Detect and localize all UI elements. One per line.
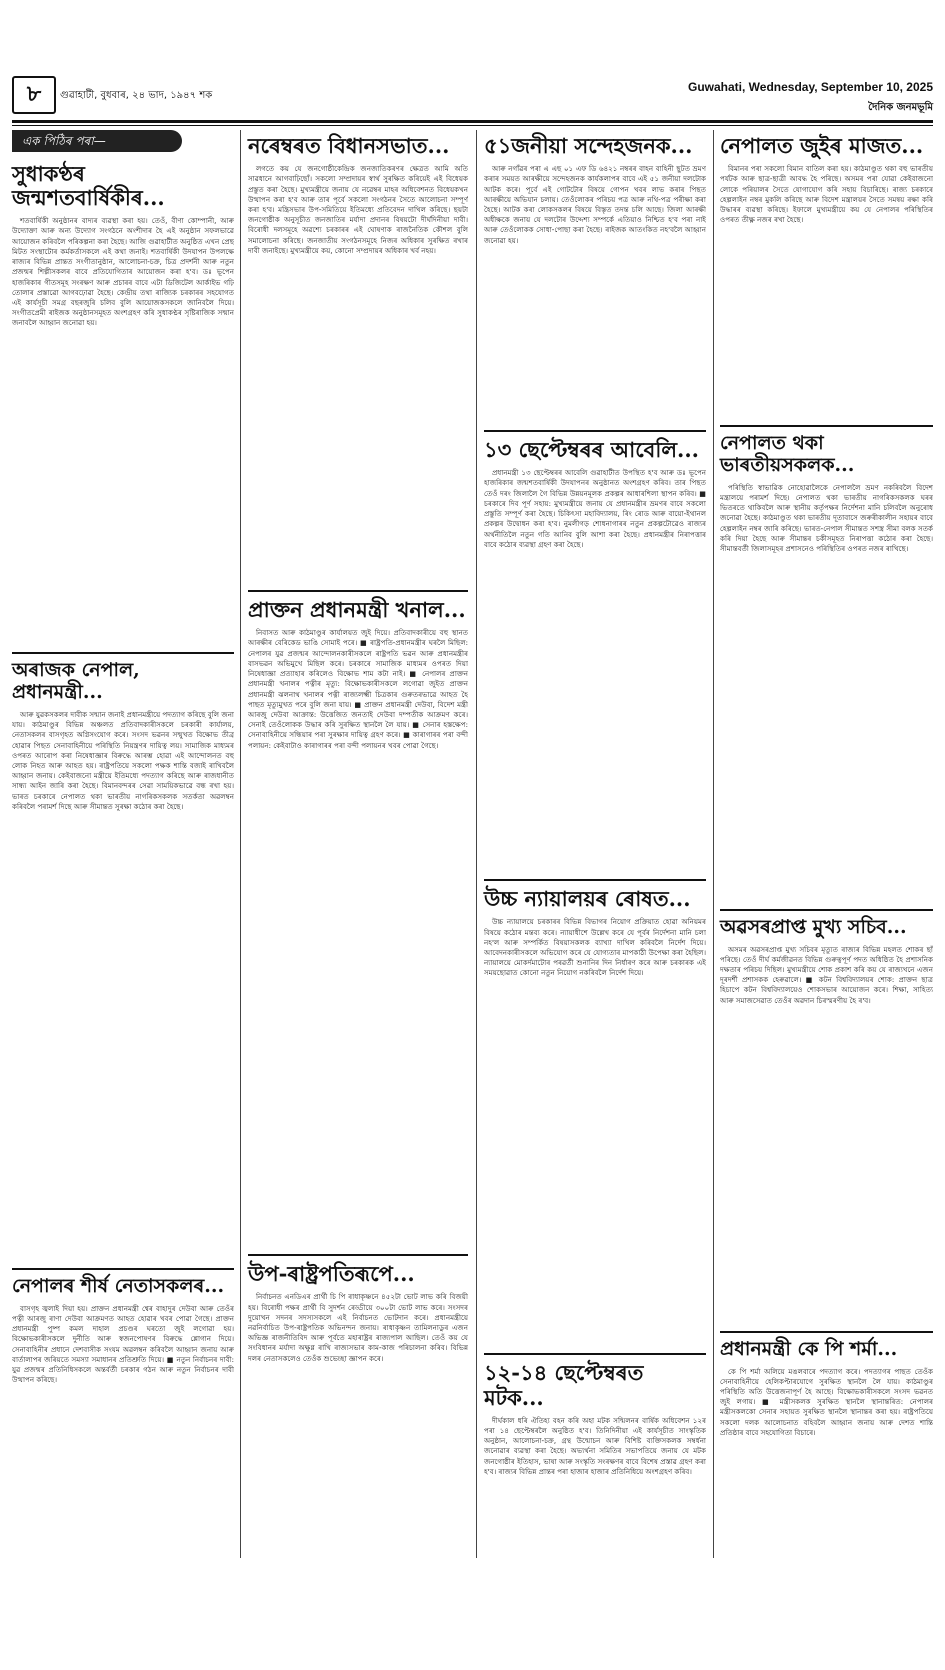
article-body: দীৰ্ঘকাল ধৰি ঐতিহ্য বহন কৰি অহা মটক সন্মিলনৰ বাৰ্ষিক অধিবেশন ১২ৰ পৰা ১৪ ছেপ্টেম্বৰলৈ অনুষ্ঠিত হ'ব। তিনিদিনীয়া এই কাৰ্যসূচীত সাংস্কৃতিক অনুষ্ঠান, আলোচনা-চক্ৰ, গ্ৰন্থ উন্মোচন আৰু বিশিষ্ট ব্যক্তিসকলক সম্বৰ্ধনা জনোৱাৰ ব্যৱস্থা কৰা হৈছে। অভ্যৰ্থনা সমিতিৰ সভাপতিয়ে জনায় যে মটক জনগোষ্ঠীৰ ইতিহাস, ভাষা আৰু সংস্কৃতি সংৰক্ষণৰ বাবে বিশেষ প্ৰস্তাৱ গ্ৰহণ কৰা হ'ব। ৰাজ্যৰ বিভিন্ন প্ৰান্তৰ পৰা হাজাৰ হাজাৰ প্ৰতিনিধিয়ে অংশগ্ৰহণ কৰিব। (484, 1415, 706, 1476)
headline: প্ৰাক্তন প্ৰধানমন্ত্ৰী খনাল... (248, 597, 466, 623)
date-assamese: গুৱাহাটী, বুধবাৰ, ২৪ ভাদ, ১৯৪৭ শক (60, 90, 213, 101)
article-divider (484, 430, 706, 432)
article-divider (720, 909, 933, 911)
article-body: আৰু যুৱকসকলৰ দাবীক সন্মান জনাই প্ৰধানমন্ত্ৰীয়ে পদত্যাগ কৰিছে বুলি জনা যায়। কাঠমাণ্ডুৰ বিভিন্ন অঞ্চলত প্ৰতিবাদকাৰীসকলে চৰকাৰী কাৰ্যালয়, নেতাসকলৰ বাসগৃহত অগ্নিসংযোগ কৰে। সংসদ ভৱনৰ সন্মুখত বিক্ষোভ তীব্ৰ হোৱাৰ পিছত সেনাবাহিনীয়ে পৰিস্থিতি নিয়ন্ত্ৰণৰ দায়িত্ব লয়। সামাজিক মাধ্যমৰ ওপৰত আৰোপ কৰা নিষেধাজ্ঞাৰ বিৰুদ্ধে আৰম্ভ হোৱা এই আন্দোলনত বহু লোক নিহত আৰু আহত হয়। ৰাষ্ট্ৰপতিয়ে সকলো পক্ষক শান্তি বজাই ৰাখিবলৈ আহ্বান জনায়। কেইবাজনো মন্ত্ৰীয়ে ইতিমধ্যে পদত্যাগ কৰিছে আৰু ৰাজধানীত সান্ধ্য আইন জাৰি কৰা হৈছে। বিমানবন্দৰৰ সেৱা সাময়িকভাৱে বন্ধ ৰখা হয়। ভাৰত চৰকাৰে নেপালত থকা ভাৰতীয় নাগৰিকসকলক সতৰ্কতা অৱলম্বন কৰিবলৈ পৰামৰ্শ দিছে আৰু সীমান্তত সুৰক্ষা কঠোৰ কৰা হৈছে। (12, 709, 234, 811)
headline: নেপালৰ শীৰ্ষ নেতাসকলৰ... (12, 1274, 225, 1297)
column-divider (713, 130, 714, 1558)
article-body: নিবাসত আৰু কাঠমাণ্ডুৰ কাৰ্যালয়ত জুই দিয়ে। প্ৰতিবাদকাৰীয়ে বহু স্থানত আৰক্ষীৰ বেৰিকেড ভাঙি সোমাই পৰে। ■ ৰাষ্ট্ৰপতি-প্ৰধানমন্ত্ৰীৰ ঘৰলৈ মিছিল: নেপালৰ যুৱ প্ৰজন্মৰ আন্দোলনকাৰীসকলে ৰাষ্ট্ৰপতি ভৱন আৰু প্ৰধানমন্ত্ৰীৰ বাসভৱন অভিমুখে মিছিল কৰে। চৰকাৰে সামাজিক মাধ্যমৰ ওপৰত দিয়া নিষেধাজ্ঞা প্ৰত্যাহাৰ কৰিলেও বিক্ষোভ শাম কটা নাই। ■ নেপালৰ প্ৰাক্তন প্ৰধানমন্ত্ৰী খনালৰ পত্নীৰ মৃত্যু: বিক্ষোভকাৰীসকলে লগোৱা জুইত প্ৰাক্তন প্ৰধানমন্ত্ৰী ঝলনাথ খনালৰ পত্নী ৰাজ্যলক্ষ্মী চিত্ৰকাৰ গুৰুতৰভাৱে আহত হৈ পাছত মৃত্যুমুখত পৰে বুলি জনা যায়। ■ প্ৰাক্তন প্ৰধানমন্ত্ৰী দেউবা, বিদেশ মন্ত্ৰী আৰজু দেউবা আক্ৰান্ত: উত্তেজিত জনতাই দেউবা দম্পতীক আক্ৰমণ কৰে। সেনাই তেওঁলোকক উদ্ধাৰ কৰি সুৰক্ষিত স্থানলৈ লৈ যায়। ■ সেনাৰ হস্তক্ষেপ: সেনাবাহিনীয়ে সন্ধিয়াৰ পৰা সুৰক্ষাৰ দায়িত্ব গ্ৰহণ কৰে। ■ কাৰাগাৰৰ পৰা বন্দী পলায়ন: কেইবাটাও কাৰাগাৰৰ পৰা বন্দী পলায়নৰ খবৰ পোৱা গৈছে। (248, 628, 468, 750)
article-divider (12, 1268, 234, 1270)
column-divider (240, 130, 241, 1558)
column-divider (476, 130, 477, 1558)
column-4 (720, 130, 933, 1621)
headline: নৰেম্বৰত বিধানসভাত... (248, 133, 450, 158)
paper-name: দৈনিক জনমভূমি (868, 102, 933, 113)
article-divider (720, 425, 933, 427)
article-body: প্ৰধানমন্ত্ৰী ১৩ ছেপ্টেম্বৰৰ আবেলি গুৱাহাটীত উপস্থিত হ'ব আৰু ডঃ ভূপেন হাজৰিকাৰ জন্মশতবাৰ্ষিকী উদযাপনৰ অনুষ্ঠানত অংশগ্ৰহণ কৰিব। তাৰ পিছত তেওঁ দৰং জিলালৈ গৈ বিভিন্ন উন্নয়নমূলক প্ৰকল্পৰ আধাৰশিলা স্থাপন কৰিব। ■ চৰকাৰে দিব পূৰ্ণ সহায়: মুখ্যমন্ত্ৰীয়ে জনায় যে প্ৰধানমন্ত্ৰীৰ ভ্ৰমণৰ বাবে সকলো প্ৰস্তুতি সম্পূৰ্ণ কৰা হৈছে। চিকিৎসা মহাবিদ্যালয়, ৰিং ৰোড আৰু বায়ো-ইথানল প্ৰকল্পৰ উদ্বোধন কৰা হ'ব। নুমলীগড় শোধনাগাৰৰ নতুন প্ৰকল্পটোৱেও ৰাজ্যৰ অৰ্থনীতিলৈ নতুন গতি আনিব বুলি আশা কৰা হৈছে। প্ৰধানমন্ত্ৰীৰ নিৰাপত্তাৰ বাবে কঠোৰ ব্যৱস্থা গ্ৰহণ কৰা হৈছে। (484, 468, 706, 549)
headline: উচ্চ ন্যায়ালয়ৰ ৰোষত... (484, 886, 691, 912)
column-3 (484, 130, 706, 1670)
headline: নেপালত জুইৰ মাজত... (720, 133, 924, 158)
page-number: ৮ (12, 76, 56, 114)
article-body: নিৰ্বাচনত এনডিএৰ প্ৰাৰ্থী চি পি ৰাধাকৃষ্ণনে ৪৫২টা ভোট লাভ কৰি বিজয়ী হয়। বিৰোধী পক্ষৰ প্ৰাৰ্থী বি সুদৰ্শন ৰেড্ডীয়ে ৩০০টা ভোট লাভ কৰে। সংসদৰ দুয়োখন সদনৰ সদস্যসকলে এই নিৰ্বাচনত ভোটদান কৰে। প্ৰধানমন্ত্ৰীয়ে নৱনিৰ্বাচিত উপ-ৰাষ্ট্ৰপতিক অভিনন্দন জনায়। ৰাধাকৃষ্ণন তামিলনাডুৰ এজন অভিজ্ঞ ৰাজনীতিবিদ আৰু পূৰ্বতে মহাৰাষ্ট্ৰৰ ৰাজ্যপাল আছিল। তেওঁ কয় যে সংবিধানৰ মৰ্যাদা অক্ষুণ্ণ ৰাখি ৰাজ্যসভাৰ কাম-কাজ পৰিচালনা কৰিব। বিভিন্ন দলৰ নেতাসকলেও তেওঁক শুভেচ্ছা জ্ঞাপন কৰে। (248, 1292, 468, 1363)
headline: সুধাকণ্ঠৰ জন্মশতবাৰ্ষিকীৰ... (12, 161, 165, 211)
date-english: Guwahati, Wednesday, September 10, 2025 (688, 80, 933, 94)
article-body: আৰু নগাঁৱৰ পৰা এ এছ ০১ এফ ডি ৬৪২১ নম্বৰৰ বাহন বাহিনী ছুটত ভ্ৰমণ কৰাৰ সময়ত আৰক্ষীয়ে সন্দেহজনক কাৰ্যকলাপৰ বাবে এই ৫১ জনীয়া দলটোক আটক কৰে। পূৰ্বে এই গোটটোৰ বিষয়ে গোপন খবৰ লাভ কৰাৰ পিছত আৰক্ষীয়ে অভিযান চলায়। তেওঁলোকৰ পৰিচয় পত্ৰ আৰু নথি-পত্ৰ পৰীক্ষা কৰা হৈছে। আটক কৰা লোকসকলৰ বিষয়ে বিস্তৃত তদন্ত চলি আছে। জিলা আৰক্ষী অধীক্ষকে জনায় যে দলটোৰ উদ্দেশ্য সম্পৰ্কে এতিয়াও নিশ্চিত হ'ব পৰা নাই আৰু তেওঁলোকক সোধা-পোছা কৰা হৈছে। ৰাইজক আতংকিত নহ'বলৈ আহ্বান জনোৱা হয়। (484, 164, 706, 245)
article-divider (484, 1353, 706, 1355)
column-1 (12, 130, 234, 1608)
article-divider (720, 1331, 933, 1333)
header-rule (12, 120, 933, 123)
column-2 (248, 130, 468, 1556)
headline: ১২-১৪ ছেপ্টেম্বৰত মটক... (484, 1360, 644, 1410)
article-body: পৰিস্থিতি স্বাভাৱিক নোহোৱালৈকে নেপাললৈ ভ্ৰমণ নকৰিবলৈ বিদেশ মন্ত্ৰালয়ে পৰামৰ্শ দিছে। নেপালত থকা ভাৰতীয় নাগৰিকসকলক ঘৰৰ ভিতৰতে থাকিবলৈ আৰু স্থানীয় কৰ্তৃপক্ষৰ নিৰ্দেশনা মানি চলিবলৈ অনুৰোধ জনোৱা হৈছে। কাঠমাণ্ডুত থকা ভাৰতীয় দূতাবাসে জৰুৰীকালীন সহায়ৰ বাবে হেল্পলাইন নম্বৰ জাৰি কৰিছে। ভাৰত-নেপাল সীমান্তত সশস্ত্ৰ সীমা বলক সতৰ্ক কৰি দিয়া হৈছে আৰু সীমান্তৰ চকীসমূহত নিৰাপত্তা কঠোৰ কৰা হৈছে। সীমান্তবৰ্তী জিলাসমূহৰ প্ৰশাসনেও পৰিস্থিতিৰ ওপৰত নজৰ ৰাখিছে। (720, 482, 933, 554)
headline: ১৩ ছেপ্টেম্বৰৰ আবেলি... (484, 437, 699, 463)
article-divider (248, 590, 468, 592)
page-header (12, 76, 933, 120)
headline: উপ-ৰাষ্ট্ৰপতিৰূপে... (248, 1261, 415, 1287)
headline: ৫১জনীয়া সন্দেহজনক... (484, 133, 693, 158)
article-body: লগতে কয় যে জনগোষ্ঠীকেন্দ্ৰিক জনজাতিকৰণৰ ক্ষেত্ৰত আমি অতি সাৱধানে আগবাঢ়িছোঁ। সকলো সম্প্ৰদায়ৰ স্বাৰ্থ সুৰক্ষিত কৰিয়েই এই বিধেয়ক প্ৰস্তুত কৰা হৈছে। মুখ্যমন্ত্ৰীয়ে জনায় যে নৱেম্বৰ মাহৰ অধিবেশনত বিধেয়কখন উত্থাপন কৰা হ'ব আৰু তাৰ পূৰ্বে সকলো সংগঠনৰ সৈতে আলোচনা সম্পূৰ্ণ কৰা হ'ব। মন্ত্ৰিসভাৰ উপ-সমিতিয়ে ইতিমধ্যে প্ৰতিবেদন দাখিল কৰিছে। ছয়টা জনগোষ্ঠীক অনুসূচীত জনজাতিৰ মৰ্যাদা প্ৰদানৰ বিষয়টো দীৰ্ঘদিনীয়া দাবী। বিৰোধী দলসমূহে অৱশ্যে চৰকাৰৰ এই ঘোষণাক ৰাজনৈতিক কৌশল বুলি সমালোচনা কৰিছে। জনজাতীয় সংগঠনসমূহে নিজৰ অধিকাৰ সুৰক্ষিত ৰখাৰ দাবী জনাইছে। মুখ্যমন্ত্ৰীয়ে কয়, কোনো সম্প্ৰদায়ৰ অধিকাৰ খৰ্ব নহয়। (248, 164, 468, 255)
article-divider (248, 1254, 468, 1256)
headline: নেপালত থকা ভাৰতীয়সকলক... (720, 432, 855, 476)
article-divider (12, 652, 234, 654)
headline: অৰাজক নেপাল, প্ৰধানমন্ত্ৰী... (12, 659, 140, 704)
article-body: বাসগৃহ জ্বলাই দিয়া হয়। প্ৰাক্তন প্ৰধানমন্ত্ৰী শ্বেৰ বাহাদুৰ দেউবা আৰু তেওঁৰ পত্নী আৰজু ৰাণা দেউবা আক্ৰমণত আহত হোৱাৰ খবৰ পোৱা গৈছে। প্ৰাক্তন প্ৰধানমন্ত্ৰী পুষ্প কমল দাহাল প্ৰচণ্ডৰ ঘৰতো জুই লগোৱা হয়। বিক্ষোভকাৰীসকলে দুৰ্নীতি আৰু স্বজনপোষণৰ বিৰুদ্ধে শ্লোগান দিয়ে। সেনাবাহিনীৰ প্ৰধানে দেশবাসীক সংযম অৱলম্বন কৰিবলৈ আহ্বান জনায় আৰু বাৰ্তালাপৰ জৰিয়তে সমস্যা সমাধানৰ প্ৰতিশ্ৰুতি দিয়ে। ■ নতুন নিৰ্বাচনৰ দাবী: যুৱ প্ৰজন্মৰ প্ৰতিনিধিসকলে অন্তৰ্বৰ্তী চৰকাৰ গঠন আৰু নতুন নিৰ্বাচনৰ দাবী উত্থাপন কৰিছে। (12, 1303, 234, 1385)
article-body: উচ্চ ন্যায়ালয়ে চৰকাৰৰ বিভিন্ন বিভাগৰ নিয়োগ প্ৰক্ৰিয়াত হোৱা অনিয়মৰ বিষয়ে কঠোৰ মন্তব্য কৰে। ন্যায়াধীশে উল্লেখ কৰে যে পূৰ্বৰ নিৰ্দেশনা মানি চলা নহ'ল আৰু সম্পৰ্কিত বিষয়াসকলক ব্যাখ্যা দাখিল কৰিবলৈ নিৰ্দেশ দিয়ে। আবেদনকাৰীসকলে অভিযোগ কৰে যে যোগ্যতাৰ মাপকাঠী উপেক্ষা কৰা হৈছিল। ন্যায়ালয়ে মোকৰ্দমাটোৰ পৰৱৰ্তী শুনানিৰ দিন নিৰ্ধাৰণ কৰে আৰু চৰকাৰক এই সময়ছোৱাত কোনো নতুন নিয়োগ নকৰিবলৈ নিৰ্দেশ দিয়ে। (484, 917, 706, 978)
article-divider (484, 879, 706, 881)
article-body: বিমানৰ পৰা সকলো বিমান বাতিল কৰা হয়। কাঠমাণ্ডুত থকা বহু ভাৰতীয় পৰ্যটক আৰু ছাত্ৰ-ছাত্ৰী আবদ্ধ হৈ পৰিছে। অসমৰ পৰা যোৱা কেইবাজনো লোকে পৰিয়ালৰ সৈতে যোগাযোগ কৰি সহায় বিচাৰিছে। ৰাজ্য চৰকাৰে হেল্পলাইন নম্বৰ মুকলি কৰিছে আৰু বিদেশ মন্ত্ৰালয়ৰ সৈতে সমন্বয় ৰক্ষা কৰি উদ্ধাৰৰ ব্যৱস্থা কৰিছে। ইফালে মুখ্যমন্ত্ৰীয়ে কয় যে নেপালৰ পৰিস্থিতিৰ ওপৰত তীক্ষ্ণ নজৰ ৰখা হৈছে। (720, 164, 933, 225)
article-body: কে পি শৰ্মা অলিয়ে মঙলবাৰে পদত্যাগ কৰে। পদত্যাগৰ পাছত তেওঁক সেনাবাহিনীয়ে হেলিকপ্টাৰযোগে সুৰক্ষিত স্থানলৈ লৈ যায়। কাঠমাণ্ডুৰ পৰিস্থিতি অতি উত্তেজনাপূৰ্ণ হৈ আছে। বিক্ষোভকাৰীসকলে সংসদ ভৱনত জুই লগায়। ■ মন্ত্ৰীসকলক সুৰক্ষিত স্থানলৈ স্থানান্তৰিত: নেপালৰ মন্ত্ৰীসকলকো সেনাৰ সহায়ত সুৰক্ষিত স্থানলৈ স্থানান্তৰ কৰা হয়। ৰাষ্ট্ৰপতিয়ে সকলো দলক আলোচনাত বহিবলৈ আহ্বান জনায় আৰু দেশত শান্তি প্ৰতিষ্ঠাৰ বাবে সহযোগিতা বিচাৰে। (720, 1366, 933, 1437)
article-body: অসমৰ অৱসৰপ্ৰাপ্ত মুখ্য সচিবৰ মৃত্যুত ৰাজ্যৰ বিভিন্ন মহলত শোকৰ ছাঁ পৰিছে। তেওঁ দীৰ্ঘ কৰ্মজীৱনত বিভিন্ন গুৰুত্বপূৰ্ণ পদত অধিষ্ঠিত হৈ প্ৰশাসনিক দক্ষতাৰ পৰিচয় দিছিল। মুখ্যমন্ত্ৰীয়ে শোক প্ৰকাশ কৰি কয় যে ৰাজ্যখনে এজন দূৰদৰ্শী প্ৰশাসকক হেৰুৱালে। ■ কটন বিশ্ববিদ্যালয়ৰ শোক: প্ৰাক্তন ছাত্ৰ হিচাপে কটন বিশ্ববিদ্যালয়েও শোকসভাৰ আয়োজন কৰে। শিক্ষা, সাহিত্য আৰু সমাজসেৱাত তেওঁৰ অৱদান চিৰস্মৰণীয় হৈ ৰ'ব। (720, 944, 933, 1005)
headline: অৱসৰপ্ৰাপ্ত মুখ্য সচিব... (720, 915, 907, 938)
continued-label: এক পিঠিৰ পৰা— (12, 130, 182, 152)
header-rule-thin (12, 125, 933, 126)
article-body: শতবাৰ্ষিকী অনুষ্ঠানৰ বাদ্যৰ ব্যৱস্থা কৰা হয়। তেওঁ, বীণা কোম্পানী, আৰু উদ্যোক্তা আৰু অন্য উদ্যোগ সংগঠনে অংশীদাৰ হৈ এই অনুষ্ঠান সফলভাৱে আয়োজন কৰিবলৈ পৰিকল্পনা কৰা হৈছে। আজি গুৱাহাটীত অনুষ্ঠিত এখন প্ৰেছ মিটত সংস্থাটোৰ কৰ্মকৰ্তাসকলে এই কথা জনাই। শতবাৰ্ষিকী উদযাপন উপলক্ষে ৰাজ্যৰ বিভিন্ন প্ৰান্তত সংগীতানুষ্ঠান, আলোচনা-চক্ৰ, চিত্ৰ প্ৰদৰ্শনী আৰু নতুন প্ৰজন্মৰ শিল্পীসকলৰ বাবে প্ৰতিযোগিতাৰ আয়োজন কৰা হ'ব। ডঃ ভূপেন হাজৰিকাৰ গীতসমূহ সংৰক্ষণ আৰু প্ৰচাৰৰ বাবে এটা ডিজিটেল আৰ্কাইভ গঢ়ি তোলাৰ প্ৰস্তাৱো আগবঢ়োৱা হৈছে। কেন্দ্ৰীয় তথা ৰাজ্যিক চৰকাৰৰ সহযোগত এই কাৰ্যসূচী সমগ্ৰ বছৰজুৰি চলিব বুলি আয়োজকসকলে জানিবলৈ দিয়ে। সংগীতপ্ৰেমী ৰাইজক অনুষ্ঠানসমূহত অংশগ্ৰহণ কৰি সুধাকণ্ঠৰ সৃষ্টিৰাজিক সন্মান জনাবলৈ আহ্বান জনোৱা হয়। (12, 216, 234, 328)
headline: প্ৰধানমন্ত্ৰী কে পি শৰ্মা... (720, 1337, 898, 1360)
